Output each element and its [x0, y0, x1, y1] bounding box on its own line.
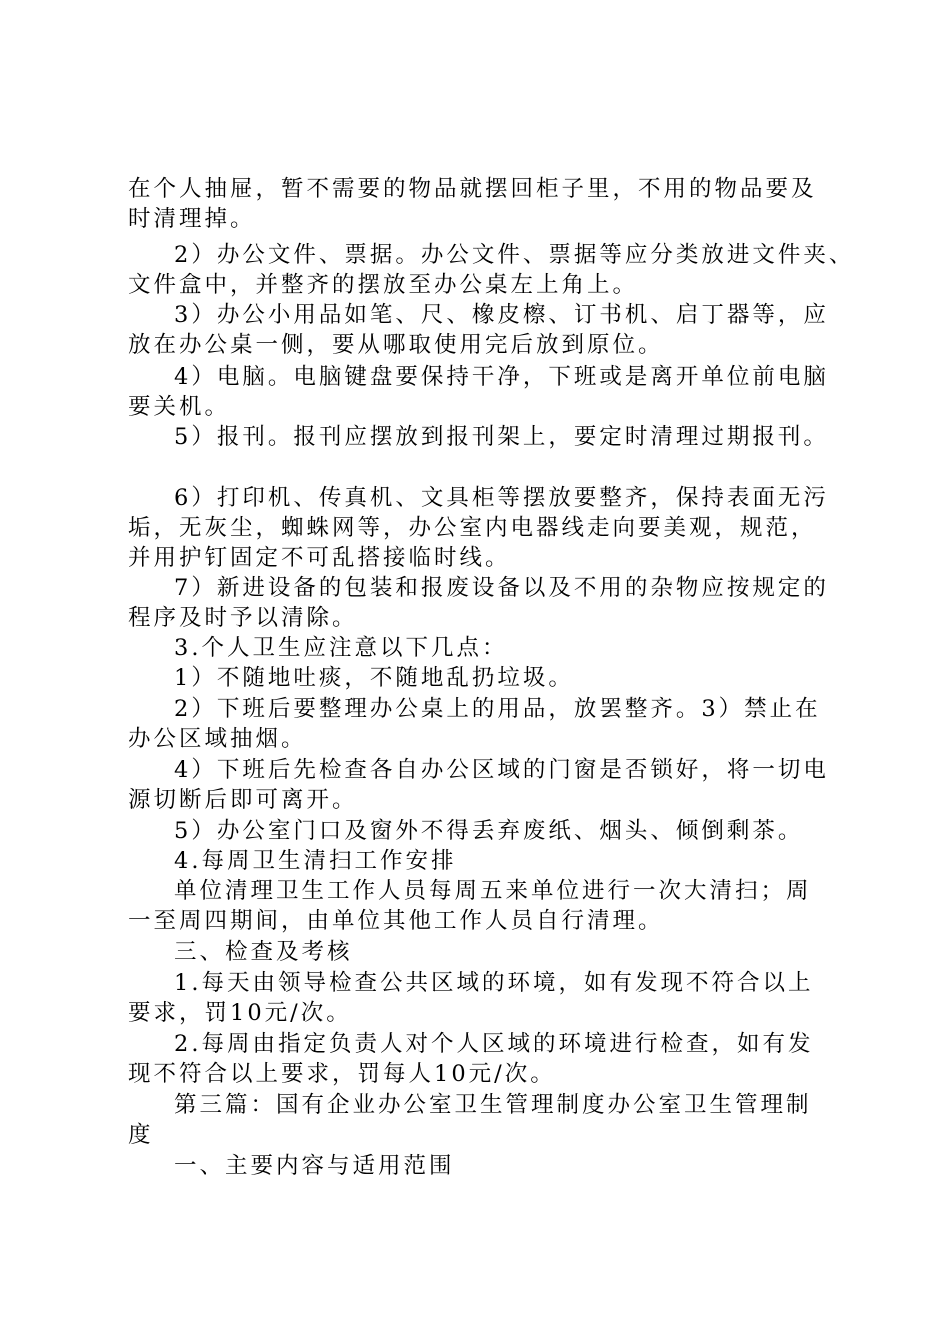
text-line: 2.每周由指定负责人对个人区域的环境进行检查，如有发 [174, 1031, 814, 1057]
text-line: 6）打印机、传真机、文具柜等摆放要整齐，保持表面无污 [174, 485, 829, 511]
section-heading: 三、检查及考核 [174, 939, 353, 965]
text-line: 4）下班后先检查各自办公区域的门窗是否锁好，将一切电 [174, 757, 829, 783]
chapter-title: 第三篇：国有企业办公室卫生管理制度办公室卫生管理制 [174, 1092, 812, 1118]
section-heading: 一、主要内容与适用范围 [174, 1153, 455, 1179]
text-line: 垢，无灰尘，蜘蛛网等，办公室内电器线走向要美观，规范， [128, 515, 817, 541]
text-line: 程序及时予以清除。 [128, 605, 358, 631]
text-line: 一至周四期间，由单位其他工作人员自行清理。 [128, 908, 664, 934]
chapter-title-cont: 度 [128, 1122, 154, 1148]
text-line: 5）报刊。报刊应摆放到报刊架上，要定时清理过期报刊。 [174, 424, 829, 450]
text-line: 现不符合以上要求，罚每人10元/次。 [128, 1061, 556, 1087]
text-line: 办公区域抽烟。 [128, 726, 307, 752]
text-line: 放在办公桌一侧，要从哪取使用完后放到原位。 [128, 332, 664, 358]
text-line: 单位清理卫生工作人员每周五来单位进行一次大清扫；周 [174, 878, 812, 904]
section-heading: 4.每周卫生清扫工作安排 [174, 848, 457, 874]
text-line: 要求，罚10元/次。 [128, 1000, 352, 1026]
text-line: 源切断后即可离开。 [128, 787, 358, 813]
text-line: 5）办公室门口及窗外不得丢弃废纸、烟头、倾倒剩茶。 [174, 818, 804, 844]
text-line: 1.每天由领导检查公共区域的环境，如有发现不符合以上 [174, 970, 814, 996]
text-line: 1）不随地吐痰，不随地乱扔垃圾。 [174, 665, 574, 691]
text-line: 3.个人卫生应注意以下几点： [174, 635, 508, 661]
text-line: 文件盒中，并整齐的摆放至办公桌左上角上。 [128, 272, 639, 298]
text-line: 要关机。 [128, 394, 231, 420]
text-line: 2）下班后要整理办公桌上的用品，放罢整齐。3）禁止在 [174, 696, 821, 722]
text-line: 2）办公文件、票据。办公文件、票据等应分类放进文件夹、 [174, 242, 855, 268]
text-line: 7）新进设备的包装和报废设备以及不用的杂物应按规定的 [174, 575, 829, 601]
text-line: 并用护钉固定不可乱搭接临时线。 [128, 545, 511, 571]
text-line: 时清理掉。 [128, 206, 256, 232]
text-line: 3）办公小用品如笔、尺、橡皮檫、订书机、启丁器等，应 [174, 302, 829, 328]
text-line: 在个人抽屉，暂不需要的物品就摆回柜子里，不用的物品要及 [128, 176, 817, 202]
text-line: 4）电脑。电脑键盘要保持干净，下班或是离开单位前电脑 [174, 364, 829, 390]
